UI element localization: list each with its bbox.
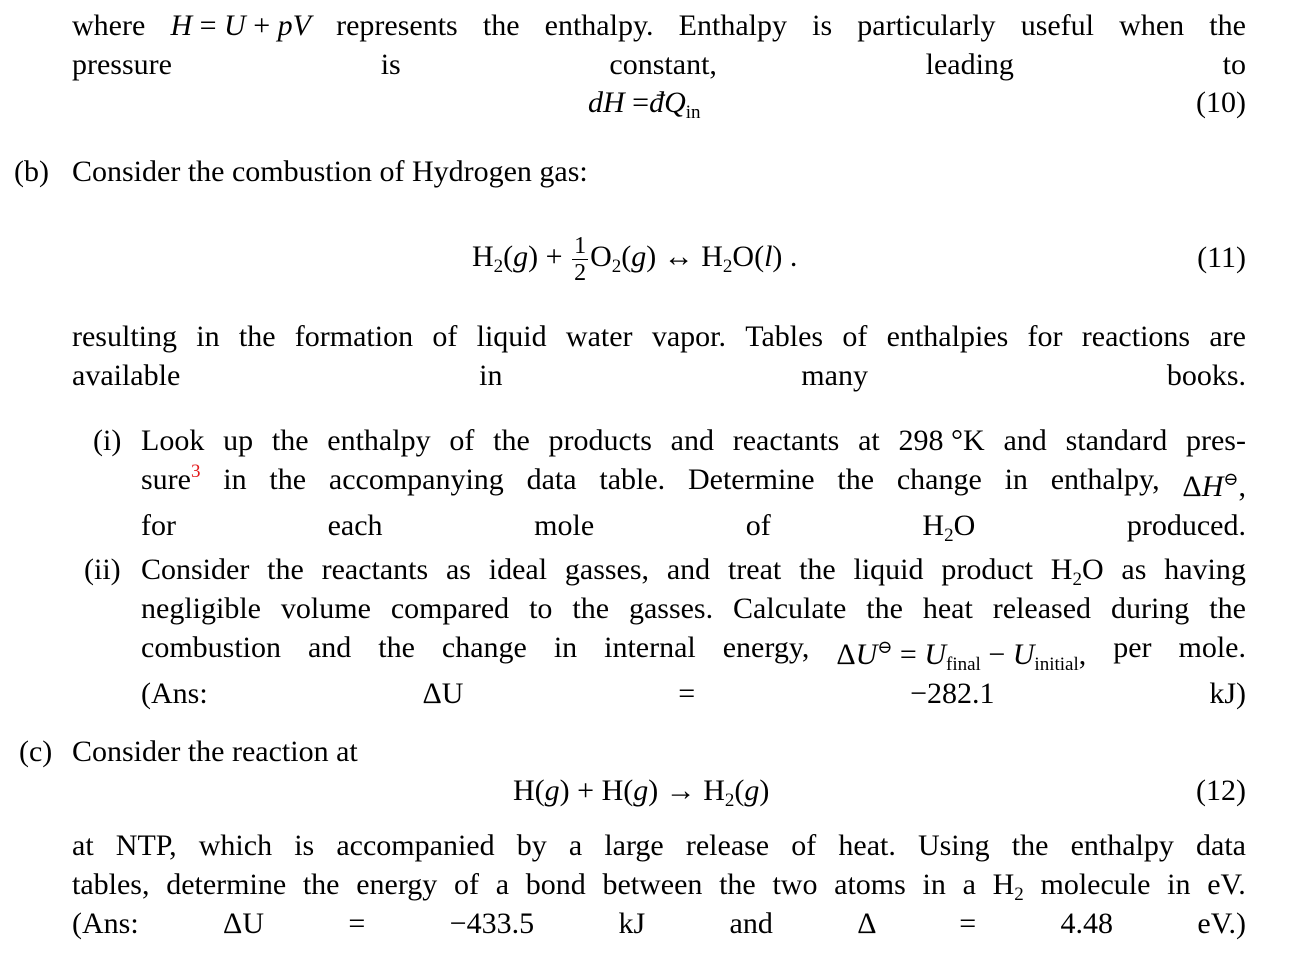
sub-i-paragraph xyxy=(141,421,1246,545)
sub-ii-line-2: negligible volume compared to the gasses. Calculate the heat released during the xyxy=(141,592,1246,625)
sub-ii-line-3: combustion and the change in internal energy, $\Delta U^⊖ = U_{final} - U_{initial}$, per mole. xyxy=(141,631,1246,675)
part-c-line-3: (Ans: ΔU = −433.5 kJ and Δ = 4.48 eV.) xyxy=(72,907,1246,940)
sub-i-line-3: for each mole of $H_2O$ produced. xyxy=(141,509,1246,546)
part-b-line-1: resulting in the formation of liquid water vapor. Tables of enthalpies for reactions are xyxy=(72,320,1246,353)
equation-10-number: (10) xyxy=(1196,86,1246,119)
fraction-one-half: $\frac{1}{2}$ xyxy=(574,232,587,286)
part-c-heading: Consider the reaction at xyxy=(72,735,358,768)
part-c-label: (c) xyxy=(19,735,53,768)
equation-11: $H_2(g)$ + $\frac{1}{2}$ $O_2(g)$ ↔ $H_2O(l)$ . xyxy=(472,232,798,286)
equation-12-number: (12) xyxy=(1196,774,1246,807)
sub-i-line-1: Look up the enthalpy of the products and reactants at 298 °K and standard pres- xyxy=(141,424,1246,457)
sub-ii-line-1: Consider the reactants as ideal gasses, and treat the liquid product $H_2O$ as having xyxy=(141,553,1246,590)
part-b-heading: Consider the combustion of Hydrogen gas: xyxy=(72,155,588,188)
intro-paragraph xyxy=(72,6,1246,84)
equation-12: $H(g) + H(g) \to H_2(g)$ xyxy=(513,774,770,811)
equation-11-number: (11) xyxy=(1197,241,1246,274)
sub-ii-line-4: (Ans: ΔU = −282.1 kJ) xyxy=(141,677,1246,710)
part-c-line-2: tables, determine the energy of a bond between the two atoms in a $H_2$ molecule in eV. xyxy=(72,868,1246,905)
sub-i-label: (i) xyxy=(93,424,122,457)
footnote-marker[interactable]: 3 xyxy=(190,461,201,482)
sub-ii-label: (ii) xyxy=(84,553,121,586)
part-c-paragraph xyxy=(72,826,1246,943)
part-c-line-1: at NTP, which is accompanied by a large release of heat. Using the enthalpy data xyxy=(72,829,1246,862)
intro-line-1: where H = U + pV represents the enthalpy. Enthalpy is particularly useful when the xyxy=(72,9,1246,42)
part-b-label: (b) xyxy=(14,155,49,188)
sub-i-line-2: sure$^3$ in the accompanying data table. Determine the change in enthalpy, ΔH⊖, xyxy=(141,461,1246,503)
sub-ii-paragraph xyxy=(141,550,1246,713)
part-b-paragraph xyxy=(72,317,1246,395)
intro-line-2: pressure is constant, leading to xyxy=(72,48,1246,81)
equation-10: dH $=đQ_{in}$ xyxy=(588,86,701,123)
part-b-line-2: available in many books. xyxy=(72,359,1246,392)
